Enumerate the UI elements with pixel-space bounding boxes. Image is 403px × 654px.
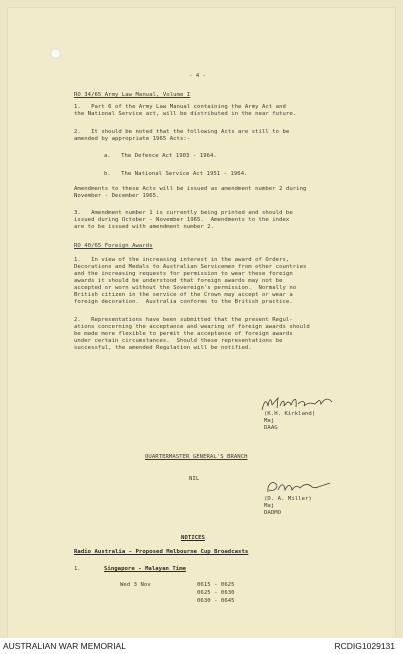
sec1-para2-l2: amended by appropriate 1965 Acts:- [74,136,191,142]
item1-label: 1. [74,566,81,572]
radio-heading: Radio Australia - Proposed Melbourne Cup Broadcasts [74,549,249,555]
sec1-para3-l1: 3. Amendment number 1 is currently being printed and should be [74,210,293,216]
page-number: - 4 - [189,73,207,79]
punch-hole [50,48,61,59]
footer-record-id: RCDIG1029131 [334,641,395,651]
schedule-time-3: 0630 - 0645 [197,598,235,604]
sig2-title: DADMO [264,510,282,516]
sec1-heading: RO 34/65 Army Law Manual, Volume I [74,92,191,98]
schedule-time-1: 0615 - 0625 [197,582,235,588]
sec1-para3-l3: are to be issued with amendment number 2. [74,224,215,230]
sec2-para1-l5: accepted or worn without the Sovereign's permission. Normally no [74,285,297,291]
sec2-para1-l6: British citizen in the service of the Crown may accept or wear a [74,292,293,298]
sec2-heading: RO 40/65 Foreign Awards [74,243,153,249]
document-page [8,8,395,638]
archive-footer [0,638,403,654]
sec1-amend-l1: Amendments to these Acts will be issued as amendment number 2 during [74,186,307,192]
sec2-para2-l4: under certain circumstances. Should these representations be [74,338,283,344]
miller-signature [264,476,344,496]
sig1-title: DAAG [264,425,278,431]
sec2-para1-l1: 1. In view of the increasing interest in the award of Orders, [74,257,290,263]
sec2-para1-l4: awards it should be understood that foreign awards may not be [74,278,283,284]
sig2-rank: Maj [264,503,275,509]
sec1-para1-l1: 1. Part 6 of the Army Law Manual containing the Army Act and [74,104,286,110]
sec2-para1-l2: Decorations and Medals to Australian Servicemen from other countries [74,264,307,270]
sec1-item-a: a. The Defence Act 1903 - 1964. [104,153,217,159]
item1-heading: Singapore - Malayan Time [104,566,187,572]
notices-heading: NOTICES [181,535,205,541]
qmg-heading: QUARTERMASTER GENERAL'S BRANCH [145,454,248,460]
sec1-amend-l2: November - December 1965. [74,193,160,199]
sig2-name: (D. A. Miller) [264,496,312,502]
sec2-para1-l7: foreign decoration. Australia conforms to the British practice. [74,299,293,305]
schedule-day: Wed 3 Nov [120,582,151,588]
sec2-para2-l1: 2. Representations have been submitted that the present Regul- [74,317,293,323]
sig1-rank: Maj [264,418,275,424]
sec2-para1-l3: and the increasing requests for permission to wear these foreign [74,271,293,277]
sec1-para3-l2: issued during October - November 1965. Amendments to the index [74,217,290,223]
schedule-time-2: 0625 - 0630 [197,590,235,596]
sec1-para1-l2: the National Service act, will be distributed in the near future. [74,111,297,117]
sec2-para2-l5: successful, the amended Regulation will be notified. [74,345,252,351]
sec2-para2-l2: ations concerning the acceptance and wearing of foreign awards should [74,324,310,330]
sec1-para2-l1: 2. It should be noted that the following Acts are still to be [74,129,290,135]
sig1-name: (K.H. Kirkland) [264,411,316,417]
nil-text: NIL [189,476,200,482]
sec1-item-b: b. The National Service Act 1951 - 1964. [104,171,248,177]
sec2-para2-l3: be made more flexible to permit the acceptance of foreign awards [74,331,293,337]
footer-institution: AUSTRALIAN WAR MEMORIAL [3,641,126,651]
